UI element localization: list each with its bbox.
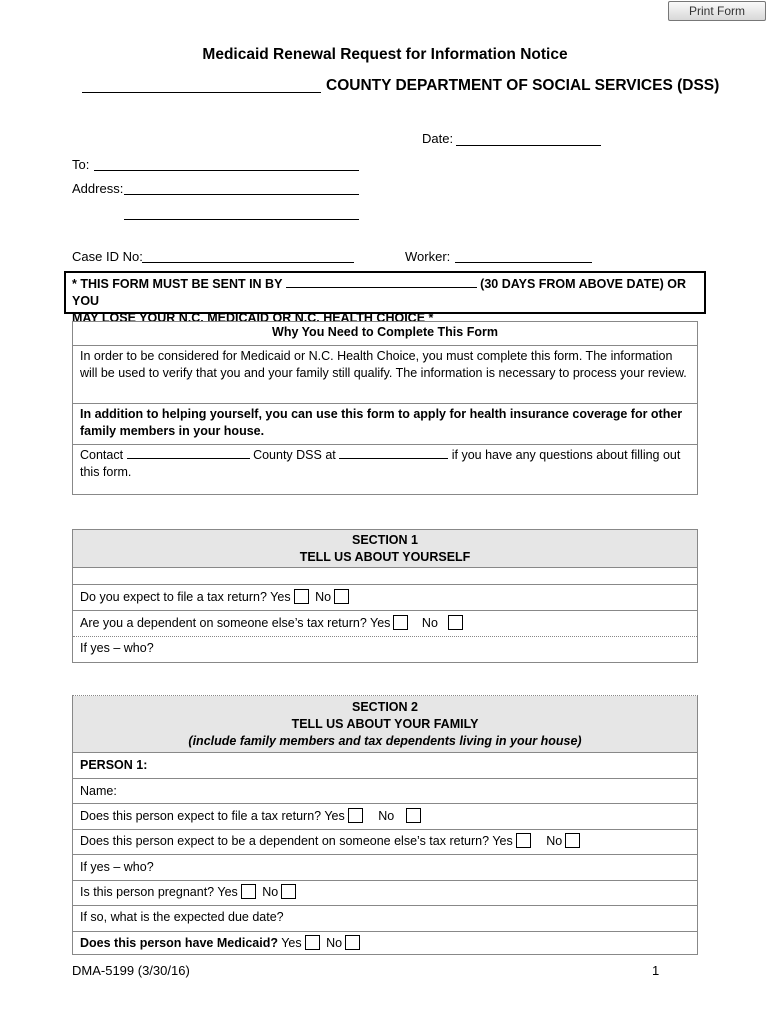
due-date-label: If so, what is the expected due date? xyxy=(80,910,284,924)
tax-return-no-checkbox[interactable] xyxy=(334,589,349,604)
medicaid-yes-checkbox[interactable] xyxy=(305,935,320,950)
person-1-heading: PERSON 1: xyxy=(73,752,697,778)
section-1-title: TELL US ABOUT YOURSELF xyxy=(299,550,471,564)
why-header: Why You Need to Complete This Form xyxy=(272,325,498,339)
no-label: No xyxy=(262,885,279,899)
contact-questions-label: if you have any questions about filling out xyxy=(451,448,681,462)
section-1-header xyxy=(73,530,697,567)
page-number: 1 xyxy=(652,963,660,978)
dependent-question xyxy=(73,610,697,636)
additional-coverage-paragraph: In addition to helping yourself, you can use this form to apply for health insurance coverage for other family members in your house. xyxy=(73,403,697,444)
tax-return-yes-checkbox[interactable] xyxy=(294,589,309,604)
section-2-subtitle: (include family members and tax dependents living in your house) xyxy=(188,734,582,748)
person-tax-return-no-checkbox[interactable] xyxy=(406,808,421,823)
dependent-label: Are you a dependent on someone else’s tax return? xyxy=(80,616,367,630)
why-paragraph: In order to be considered for Medicaid or N.C. Health Choice, you must complete this form. The information will be used to verify that you and your family still qualify. The information is necessary to process your review. xyxy=(73,345,697,403)
person-if-yes-who-row[interactable] xyxy=(73,854,697,880)
person-if-yes-who-label: If yes – who? xyxy=(80,860,154,874)
person-dependent-label: Does this person expect to be a dependent on someone else’s tax return? xyxy=(80,834,490,848)
to-field[interactable] xyxy=(94,170,359,171)
contact-paragraph xyxy=(73,444,697,494)
section-1-spacer xyxy=(73,567,697,584)
contact-label: Contact xyxy=(80,448,124,462)
print-form-button[interactable]: Print Form xyxy=(668,1,766,21)
deadline-notice xyxy=(64,271,706,325)
date-label: Date: xyxy=(422,131,454,146)
dependent-yes-checkbox[interactable] xyxy=(393,615,408,630)
no-label: No xyxy=(378,809,395,823)
no-label: No xyxy=(546,834,563,848)
notice-text-3: MAY LOSE YOUR N.C. MEDICAID OR N.C. HEALTH CHOICE * xyxy=(72,311,434,325)
pregnant-yes-checkbox[interactable] xyxy=(241,884,256,899)
worker-label: Worker: xyxy=(405,249,451,264)
form-id: DMA-5199 (3/30/16) xyxy=(72,963,190,978)
person-tax-return-label: Does this person expect to file a tax return? xyxy=(80,809,322,823)
no-label: No xyxy=(421,616,438,630)
to-label: To: xyxy=(72,157,90,172)
name-row[interactable] xyxy=(73,778,697,803)
yes-label: Yes xyxy=(324,809,345,823)
why-complete-box xyxy=(72,321,698,495)
contact-phone-field[interactable] xyxy=(339,448,448,459)
pregnant-question xyxy=(73,880,697,905)
section-2-header xyxy=(73,696,697,752)
pregnant-label: Is this person pregnant? xyxy=(80,885,215,899)
no-label: No xyxy=(315,590,332,604)
person-tax-return-question xyxy=(73,803,697,829)
yes-label: Yes xyxy=(270,590,291,604)
if-yes-who-label: If yes – who? xyxy=(80,641,154,655)
medicaid-label: Does this person have Medicaid? xyxy=(80,936,278,950)
notice-text-1: * THIS FORM MUST BE SENT IN BY xyxy=(72,277,283,291)
date-field[interactable] xyxy=(456,145,601,146)
county-dss-header: COUNTY DEPARTMENT OF SOCIAL SERVICES (DSS) xyxy=(326,77,720,94)
tax-return-question xyxy=(73,584,697,610)
dependent-no-checkbox[interactable] xyxy=(448,615,463,630)
contact-end-label: this form. xyxy=(80,465,132,479)
person-dependent-no-checkbox[interactable] xyxy=(565,833,580,848)
due-date-row[interactable] xyxy=(73,905,697,931)
section-1-box xyxy=(72,529,698,663)
county-dss-at-label: County DSS at xyxy=(253,448,336,462)
person-dependent-yes-checkbox[interactable] xyxy=(516,833,531,848)
tax-return-label: Do you expect to file a tax return? xyxy=(80,590,267,604)
person-tax-return-yes-checkbox[interactable] xyxy=(348,808,363,823)
notice-text-2: (30 DAYS FROM ABOVE DATE) OR YOU xyxy=(72,277,686,308)
section-2-title: TELL US ABOUT YOUR FAMILY xyxy=(291,717,479,731)
medicaid-no-checkbox[interactable] xyxy=(345,935,360,950)
yes-label: Yes xyxy=(370,616,391,630)
person-dependent-question xyxy=(73,829,697,854)
address-field-line2[interactable] xyxy=(124,219,359,220)
if-yes-who-row[interactable] xyxy=(73,636,697,662)
deadline-date-field[interactable] xyxy=(286,277,477,288)
county-name-field[interactable] xyxy=(82,92,321,93)
yes-label: Yes xyxy=(217,885,238,899)
yes-label: Yes xyxy=(281,936,302,950)
contact-county-field[interactable] xyxy=(127,448,250,459)
case-id-field[interactable] xyxy=(142,262,354,263)
form-title: Medicaid Renewal Request for Information Notice xyxy=(202,46,568,63)
medicaid-question xyxy=(73,931,697,954)
name-label: Name: xyxy=(80,784,117,798)
section-2-box xyxy=(72,695,698,955)
no-label: No xyxy=(326,936,343,950)
yes-label: Yes xyxy=(492,834,513,848)
case-id-label: Case ID No: xyxy=(72,249,143,264)
worker-field[interactable] xyxy=(455,262,592,263)
address-field-line1[interactable] xyxy=(124,194,359,195)
section-1-label: SECTION 1 xyxy=(352,533,418,547)
section-2-label: SECTION 2 xyxy=(352,700,418,714)
address-label: Address: xyxy=(72,181,124,196)
pregnant-no-checkbox[interactable] xyxy=(281,884,296,899)
